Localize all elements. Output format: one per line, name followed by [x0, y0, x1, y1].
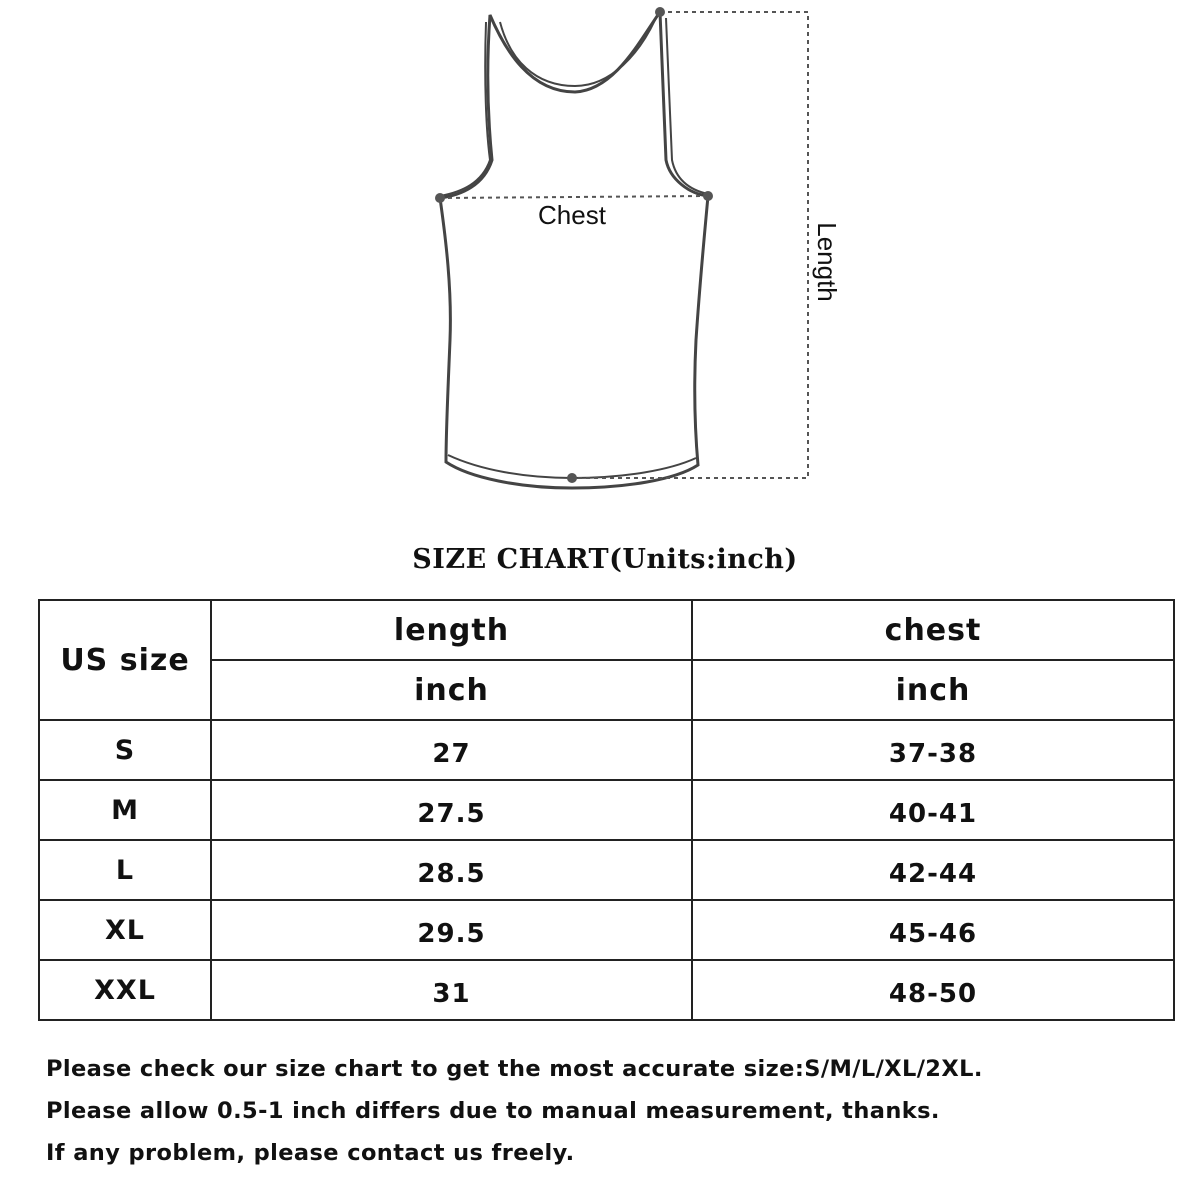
- table-row: [39, 900, 1174, 960]
- length-top-dot: [655, 7, 665, 17]
- chest-cell: 37-38: [692, 720, 1174, 780]
- size-table: [38, 599, 1175, 1021]
- table-row: [39, 720, 1174, 780]
- length-cell: 28.5: [211, 840, 692, 900]
- us-size-header: US size: [39, 600, 211, 720]
- size-cell: M: [39, 780, 211, 840]
- length-cell: 29.5: [211, 900, 692, 960]
- length-cell: 31: [211, 960, 692, 1020]
- length-header: length: [211, 600, 692, 660]
- size-cell: XXL: [39, 960, 211, 1020]
- chest-cell: 40-41: [692, 780, 1174, 840]
- chest-unit: inch: [692, 660, 1174, 720]
- length-cell: 27.5: [211, 780, 692, 840]
- tank-top-outline: [440, 12, 708, 488]
- size-cell: L: [39, 840, 211, 900]
- chest-cell: 48-50: [692, 960, 1174, 1020]
- chest-cell: 42-44: [692, 840, 1174, 900]
- note-line: Please allow 0.5-1 inch differs due to manual measurement, thanks.: [46, 1098, 940, 1124]
- note-line: Please check our size chart to get the most accurate size:S/M/L/XL/2XL.: [46, 1056, 983, 1082]
- chest-header: chest: [692, 600, 1174, 660]
- table-header-row: [39, 600, 1174, 660]
- length-cell: 27: [211, 720, 692, 780]
- size-chart-title: SIZE CHART(Units:inch): [412, 544, 798, 575]
- chest-left-dot: [435, 193, 445, 203]
- note-line: If any problem, please contact us freely.: [46, 1140, 575, 1166]
- table-row: [39, 840, 1174, 900]
- chest-cell: 45-46: [692, 900, 1174, 960]
- chest-right-dot: [703, 191, 713, 201]
- size-cell: S: [39, 720, 211, 780]
- length-bottom-dot: [567, 473, 577, 483]
- chest-measure-line: [440, 196, 708, 198]
- length-label: Length: [812, 222, 842, 302]
- table-row: [39, 960, 1174, 1020]
- length-unit: inch: [211, 660, 692, 720]
- size-notes: [46, 1048, 1176, 1174]
- table-row: [39, 780, 1174, 840]
- length-measure-line: [572, 12, 808, 478]
- size-cell: XL: [39, 900, 211, 960]
- chest-label: Chest: [538, 200, 606, 230]
- tank-top-diagram: [0, 0, 1200, 540]
